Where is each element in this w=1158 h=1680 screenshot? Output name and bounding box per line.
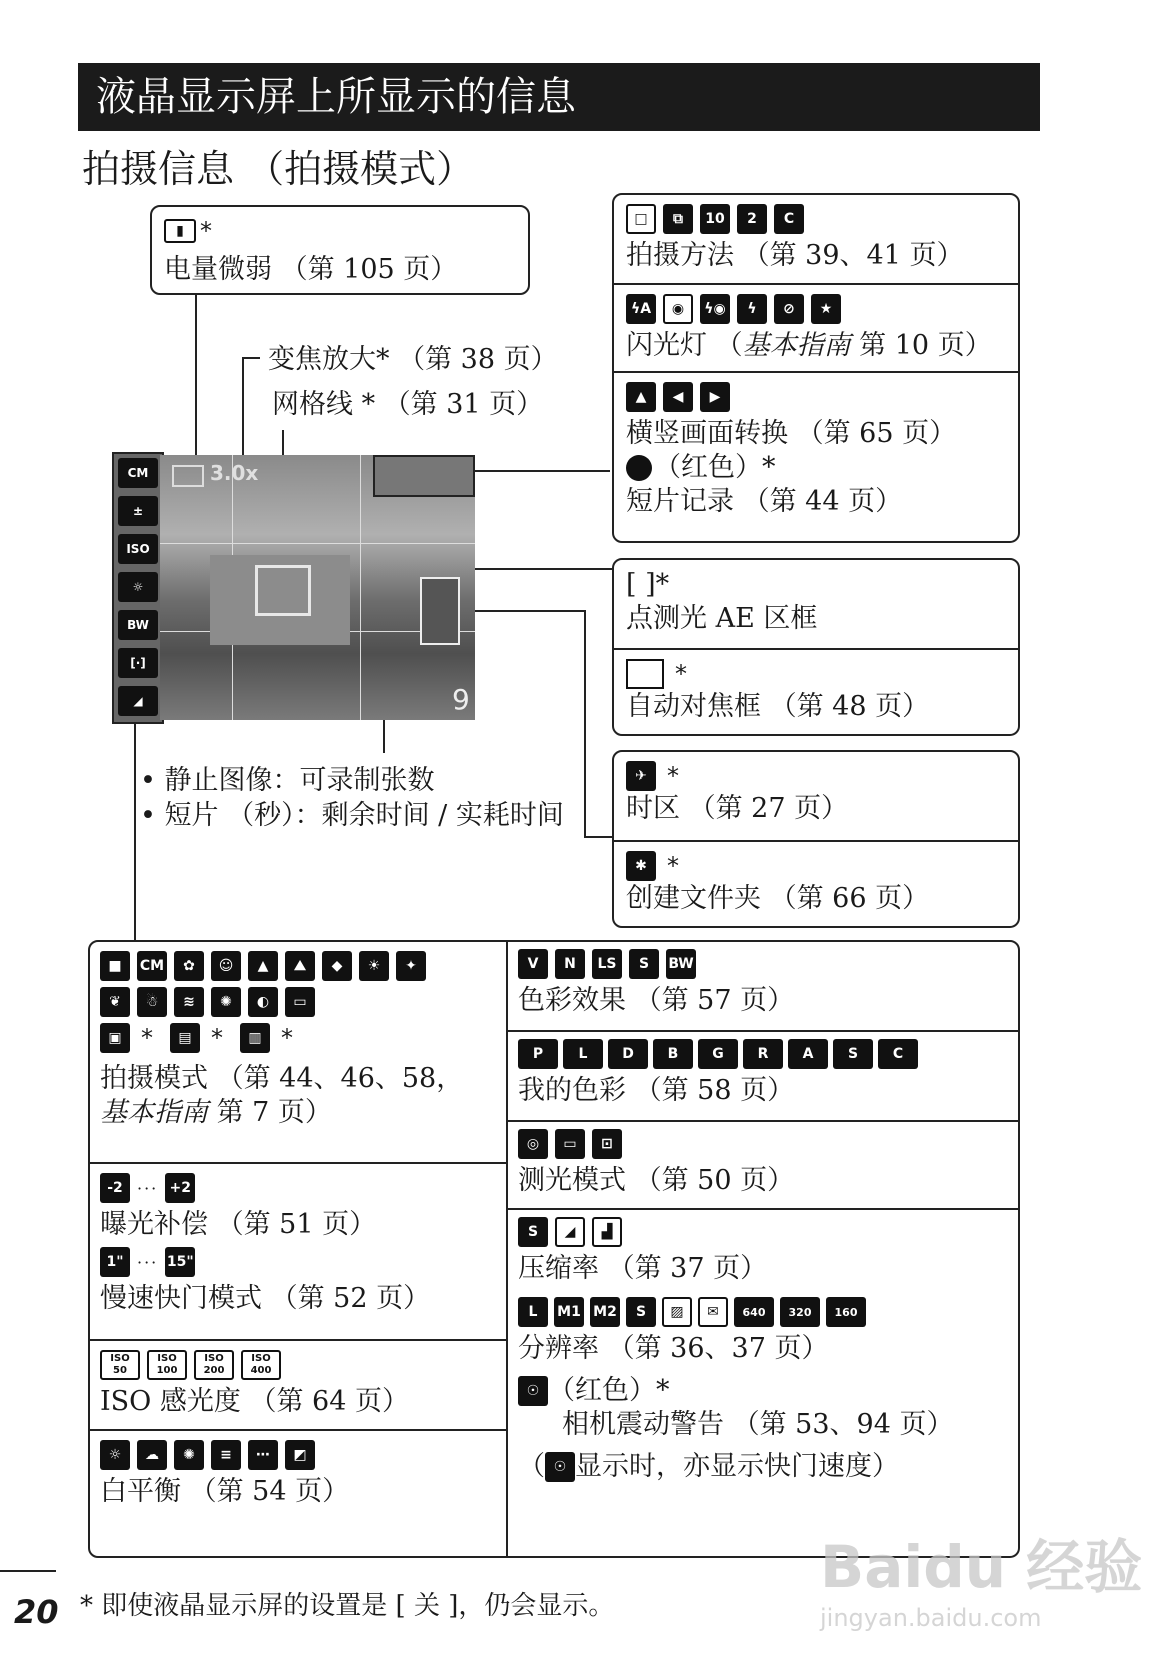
exposure-icon: ± xyxy=(118,496,158,526)
center-weighted-icon: ▭ xyxy=(555,1129,585,1159)
flash-on-icon: ϟ xyxy=(737,294,767,324)
timezone-lcd-icon xyxy=(420,577,460,645)
grid-label: 网格线 * （第 31 页） xyxy=(272,389,544,420)
auto-mode-icon: ■ xyxy=(100,951,130,981)
flash-red-eye-icon: ϟ◉ xyxy=(700,294,730,324)
settings-callout: ■ CM ✿ ☺ ▲ ⛰ ◆ ☀ ✦ ❦ ☃ ≋ ✺ ◐ ▭ ▣ * ▤ * ▥ * 拍摄模式 （第 44、46、58， 基本指南 第 7 页） -2 ··· +2 曝光补偿 （第 51 页） 1" ··· 15" 慢速快门模式 （第 52 页） ISO 50 ISO 100 ISO 200 ISO 400 ISO 感光度 （第 64 页） ☼ ☁ ✺ ≡ ⋯ ◩ 白平衡 （第 54 页） V N LS S BW 色彩效果 （第 57 页） P L D B G R A S C 我的色彩 （第 58 页） ◎ ▭ ⊡ 测光模式 （第 50 页） S ◢ ▟ 压缩率 （第 37 页） L M1 M2 S ▨ ✉ 640 320 160 分辨率 （第 36、37 页） ☉ （红色）* 相机震动警告 （第 53、94 页） （ ☉ 显示时，亦显示快门速度） xyxy=(88,940,1020,1558)
landscape-icon: ▲ xyxy=(248,951,278,981)
slow-sync-icon: ★ xyxy=(811,294,841,324)
orientation-up-icon: ▲ xyxy=(626,382,656,412)
evaluative-metering-icon: ◎ xyxy=(518,1129,548,1159)
movie-mode-star: * xyxy=(141,1024,153,1052)
self-timer-10-icon: 10 xyxy=(700,204,730,234)
compression-label: 压缩率 （第 37 页） xyxy=(518,1253,768,1284)
battery-low-icon: ▮ xyxy=(164,219,196,243)
wb-label: 白平衡 （第 54 页） xyxy=(100,1476,350,1507)
bw-icon: BW xyxy=(666,949,696,979)
lcd-side-icons xyxy=(112,452,164,724)
af-frame-callout xyxy=(612,558,1020,736)
res-large-icon: L xyxy=(518,1297,548,1327)
af-frame-icon xyxy=(626,659,664,689)
postcard-mode-icon: ▤ xyxy=(170,1023,200,1053)
exposure-label: 曝光补偿 （第 51 页） xyxy=(100,1209,377,1240)
iso-50-icon: ISO 50 xyxy=(100,1350,140,1380)
iso-icon: ISO xyxy=(118,534,158,564)
lcd-preview xyxy=(160,455,475,720)
watermark-url: jingyan.baidu.com xyxy=(820,1604,1042,1632)
shake-label: 相机震动警告 （第 53、94 页） xyxy=(562,1409,954,1440)
macro-icon: ✿ xyxy=(174,951,204,981)
exposure-plus-icon: +2 xyxy=(165,1173,195,1203)
res-160-icon: 160 xyxy=(826,1297,866,1327)
mycolor-custom-icon: C xyxy=(878,1039,918,1069)
color-effect-label: 色彩效果 （第 57 页） xyxy=(518,985,795,1016)
shutter-1-icon: 1" xyxy=(100,1247,130,1277)
page-number: 20 xyxy=(14,1593,59,1631)
wb-cloudy-icon: ☁ xyxy=(137,1440,167,1470)
record-dot-icon xyxy=(626,455,652,481)
wb-icon: ☼ xyxy=(118,572,158,602)
compression-icon: ◢ xyxy=(118,686,158,716)
res-m1-icon: M1 xyxy=(554,1297,584,1327)
folder-create-icon: ✱ xyxy=(626,851,656,881)
spot-ae-label: 点测光 AE 区框 xyxy=(626,603,818,634)
res-small-icon: S xyxy=(626,1297,656,1327)
postcard-mode-star: * xyxy=(211,1024,223,1052)
self-timer-2-icon: 2 xyxy=(737,204,767,234)
manual-mode-icon: CM xyxy=(137,951,167,981)
shake-red-note: （红色）* xyxy=(548,1375,670,1406)
remaining-info xyxy=(140,763,564,833)
single-shot-icon: □ xyxy=(626,204,656,234)
wb-daylight-icon: ☼ xyxy=(100,1440,130,1470)
wb-fluorescent-h-icon: ⋯ xyxy=(248,1440,278,1470)
iso-400-icon: ISO 400 xyxy=(241,1350,281,1380)
lcd-zoom-value: 3.0x xyxy=(210,461,259,485)
my-colors-mode-star: * xyxy=(281,1024,293,1052)
drive-flash-callout xyxy=(612,193,1020,543)
lcd-battery-icon xyxy=(172,465,204,487)
spot-ae-mark: [ ]* xyxy=(626,569,670,600)
mycolor-vivid-blue-icon: B xyxy=(653,1039,693,1069)
mycolor-label: 我的色彩 （第 58 页） xyxy=(518,1075,795,1106)
shutter-15-icon: 15" xyxy=(165,1247,195,1277)
mycolor-color-swap-icon: S xyxy=(833,1039,873,1069)
exposure-minus-icon: -2 xyxy=(100,1173,130,1203)
continuous-shot-icon: ⧉ xyxy=(663,204,693,234)
watermark-brand: Baidu 经验 xyxy=(820,1533,1143,1601)
custom-timer-icon: C xyxy=(774,204,804,234)
shooting-mode-label: 拍摄模式 （第 44、46、58， xyxy=(100,1063,464,1094)
flash-auto-icon: ϟA xyxy=(626,294,656,324)
baidu-watermark xyxy=(820,1520,1150,1660)
battery-label: 电量微弱 （第 105 页） xyxy=(164,254,458,285)
res-m2-icon: M2 xyxy=(590,1297,620,1327)
red-eye-icon: ◉ xyxy=(663,294,693,324)
record-red-note: （红色）* xyxy=(654,452,776,483)
af-frame-label: 自动对焦框 （第 48 页） xyxy=(626,691,930,722)
vivid-icon: V xyxy=(518,949,548,979)
timezone-star: * xyxy=(667,762,679,790)
wb-tungsten-icon: ✺ xyxy=(174,1440,204,1470)
spot-metering-icon: ⊡ xyxy=(592,1129,622,1159)
wb-fluorescent-icon: ≡ xyxy=(211,1440,241,1470)
indoor-icon: ☀ xyxy=(359,951,389,981)
color-icon: BW xyxy=(118,610,158,640)
mycolor-positive-film-icon: P xyxy=(518,1039,558,1069)
still-count-text: • 静止图像：可录制张数 xyxy=(140,765,435,796)
sepia-icon: S xyxy=(629,949,659,979)
iso-label: ISO 感光度 （第 64 页） xyxy=(100,1386,409,1417)
folder-label: 创建文件夹 （第 66 页） xyxy=(626,883,930,914)
fine-icon: ◢ xyxy=(555,1217,585,1247)
orientation-label: 横竖画面转换 （第 65 页） xyxy=(626,418,957,449)
battery-star: * xyxy=(200,217,212,245)
metering-label: 测光模式 （第 50 页） xyxy=(518,1165,795,1196)
spot-ae-frame xyxy=(255,565,311,616)
mycolor-vivid-red-icon: R xyxy=(743,1039,783,1069)
iso-100-icon: ISO 100 xyxy=(147,1350,187,1380)
timezone-folder-callout xyxy=(612,750,1020,928)
flash-label: 闪光灯 （基本指南 第 10 页） xyxy=(626,330,992,361)
neutral-icon: N xyxy=(555,949,585,979)
res-widescreen-icon: ✉ xyxy=(698,1297,728,1327)
section-header: 液晶显示屏上所显示的信息 xyxy=(78,63,1040,131)
mycolor-darker-skin-icon: D xyxy=(608,1039,648,1069)
shake-note-open: （ xyxy=(518,1451,545,1482)
zoom-label: 变焦放大* （第 38 页） xyxy=(268,344,558,375)
movie-time-text: • 短片 （秒）：剩余时间 / 实耗时间 xyxy=(140,800,564,831)
orientation-left-icon: ◀ xyxy=(663,382,693,412)
res-640-icon: 640 xyxy=(734,1297,774,1327)
foliage-icon: ❦ xyxy=(100,987,130,1017)
af-frame-star: * xyxy=(675,660,687,688)
superfine-icon: S xyxy=(518,1217,548,1247)
lcd-shots-remaining: 9 xyxy=(452,683,470,716)
cm-mode-icon: CM xyxy=(118,458,158,488)
orientation-right-icon: ▶ xyxy=(700,382,730,412)
kids-pets-icon: ◆ xyxy=(322,951,352,981)
timezone-label: 时区 （第 27 页） xyxy=(626,793,849,824)
flash-off-icon: ⊘ xyxy=(774,294,804,324)
battery-callout xyxy=(150,205,530,295)
folder-star: * xyxy=(667,852,679,880)
iso-200-icon: ISO 200 xyxy=(194,1350,234,1380)
slow-shutter-label: 慢速快门模式 （第 52 页） xyxy=(100,1283,431,1314)
mycolor-vivid-green-icon: G xyxy=(698,1039,738,1069)
page-subtitle: 拍摄信息 （拍摄模式） xyxy=(82,147,475,191)
sunset-icon: ✺ xyxy=(211,987,241,1017)
mycolor-color-accent-icon: A xyxy=(788,1039,828,1069)
lcd-top-right-icons xyxy=(373,455,475,497)
footnote: * 即使液晶显示屏的设置是 [ 关 ]，仍会显示。 xyxy=(80,1591,615,1621)
movie-record-label: 短片记录 （第 44 页） xyxy=(626,486,903,517)
snow-icon: ☃ xyxy=(137,987,167,1017)
underwater-icon: ◐ xyxy=(248,987,278,1017)
normal-icon: ▟ xyxy=(592,1217,622,1247)
stitch-assist-icon: ▭ xyxy=(285,987,315,1017)
res-320-icon: 320 xyxy=(780,1297,820,1327)
metering-icon: [·] xyxy=(118,648,158,678)
mycolor-lighter-skin-icon: L xyxy=(563,1039,603,1069)
portrait-icon: ☺ xyxy=(211,951,241,981)
beach-icon: ≋ xyxy=(174,987,204,1017)
camera-shake-icon: ☉ xyxy=(518,1376,548,1406)
movie-mode-icon: ▣ xyxy=(100,1023,130,1053)
camera-shake-icon-inline: ☉ xyxy=(545,1452,575,1482)
shake-note: 显示时，亦显示快门速度） xyxy=(575,1451,899,1482)
res-postcard-icon: ▨ xyxy=(662,1297,692,1327)
low-sharpening-icon: LS xyxy=(592,949,622,979)
shooting-mode-guide: 基本指南 第 7 页） xyxy=(100,1097,332,1128)
airplane-icon: ✈ xyxy=(626,761,656,791)
night-scene-icon: ⛰ xyxy=(285,951,315,981)
drive-label: 拍摄方法 （第 39、41 页） xyxy=(626,240,964,271)
my-colors-mode-icon: ▥ xyxy=(240,1023,270,1053)
wb-custom-icon: ◩ xyxy=(285,1440,315,1470)
fireworks-icon: ✦ xyxy=(396,951,426,981)
resolution-label: 分辨率 （第 36、37 页） xyxy=(518,1333,829,1364)
